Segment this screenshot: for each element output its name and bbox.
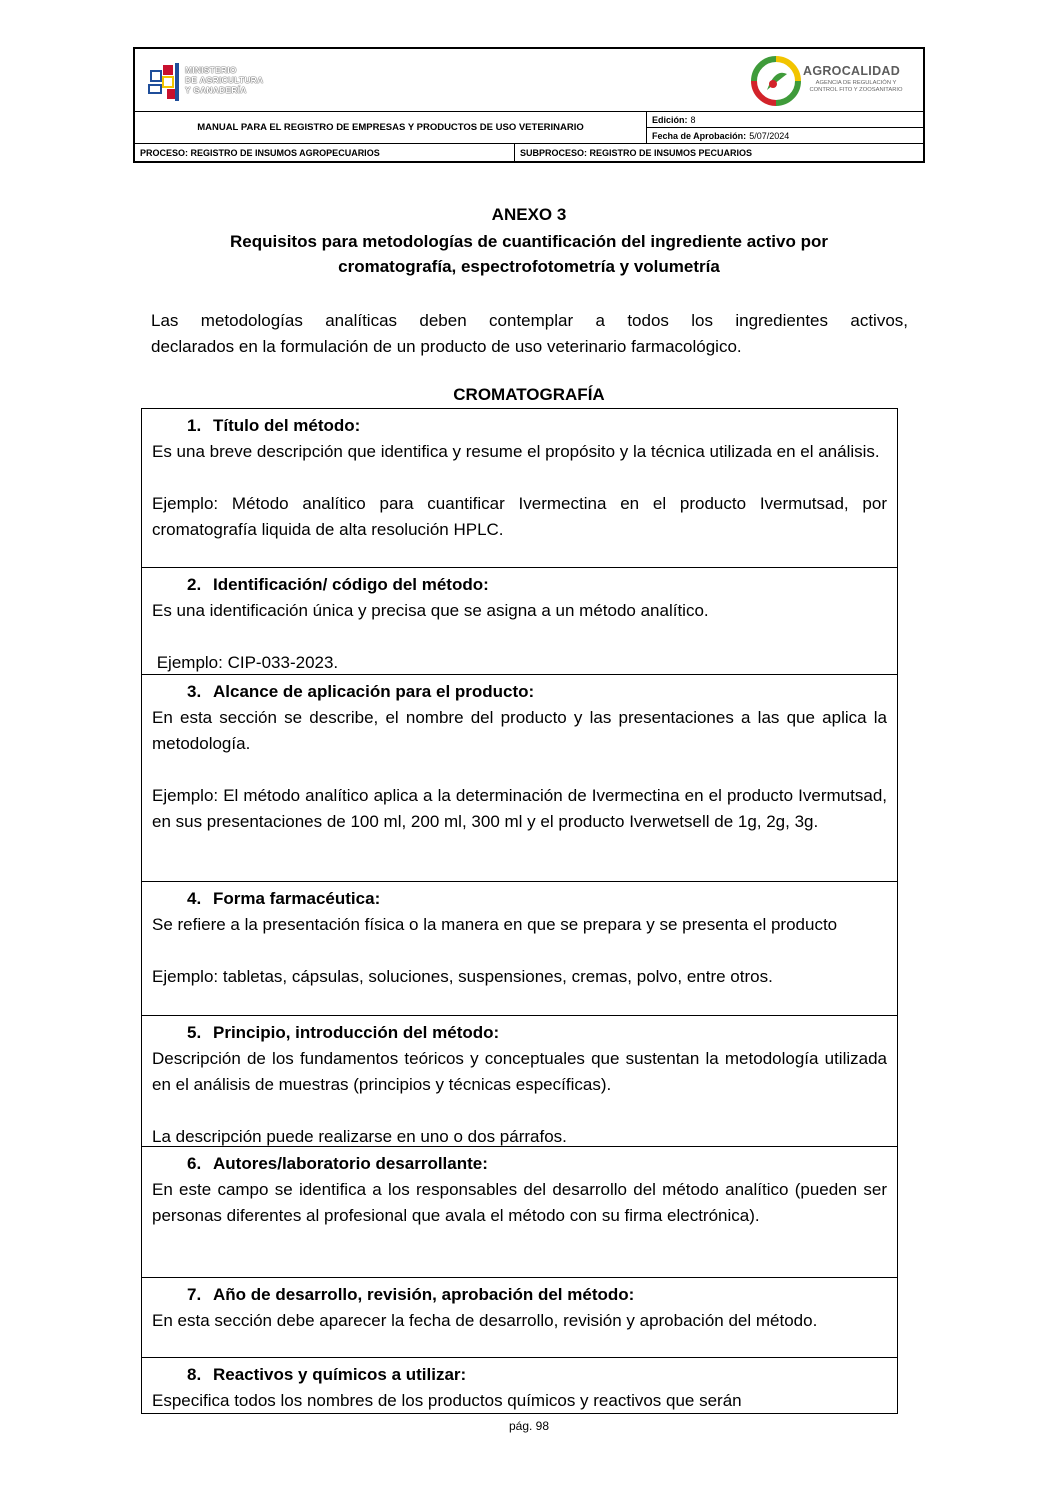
item-description: En esta sección se describe, el nombre del producto y las presentaciones a las que aplica la metodología. (152, 708, 887, 753)
edition-value: 8 (690, 114, 696, 125)
item-title: Principio, introducción del método: (213, 1023, 500, 1042)
section-title: CROMATOGRAFÍA (453, 385, 605, 404)
table-row (142, 1277, 897, 1357)
item-number: 5. (187, 1023, 202, 1042)
subprocess-label: SUBPROCESO: REGISTRO DE INSUMOS PECUARIOS (520, 147, 753, 158)
annex-subtitle-line2: cromatografía, espectrofotometría y volumetría (338, 257, 720, 276)
item-description: Es una identificación única y precisa que se asigna a un método analítico. (152, 601, 709, 620)
approval-cell (647, 127, 923, 143)
item-example: Ejemplo: Método analítico para cuantificar Ivermectina en el producto Ivermutsad, por cromatografía liquida de alta resolución HPLC. (152, 494, 887, 539)
document-header (133, 47, 925, 163)
item-description: Descripción de los fundamentos teóricos y conceptuales que sustentan la metodología utilizada en el análisis de muestras (principios y técnicas específicas). (152, 1049, 887, 1094)
ministry-logo-line: MINISTERIO (185, 65, 237, 75)
table-row (142, 881, 897, 1015)
manual-row (135, 112, 923, 144)
annex-subtitle-line1: Requisitos para metodologías de cuantificación del ingrediente activo por (230, 232, 828, 251)
approval-label: Fecha de Aprobación: (652, 130, 747, 141)
item-title: Autores/laboratorio desarrollante: (213, 1154, 488, 1173)
table-row (142, 1146, 897, 1277)
ministry-logo-line: DE AGRICULTURA (185, 75, 264, 85)
logo-row (135, 49, 923, 112)
annex-title: ANEXO 3 (491, 205, 567, 224)
item-description: En este campo se identifica a los responsables del desarrollo del método analítico (pueden ser personas diferentes al profesional que avala el método con su firma electrónica). (152, 1180, 887, 1225)
item-description: Especifica todos los nombres de los productos químicos y reactivos que serán (152, 1391, 742, 1410)
item-example: Ejemplo: tabletas, cápsulas, soluciones, suspensiones, cremas, polvo, entre otros. (152, 967, 773, 986)
item-number: 3. (187, 682, 202, 701)
item-description: Se refiere a la presentación física o la manera en que se prepara y se presenta el producto (152, 915, 838, 934)
item-number: 6. (187, 1154, 202, 1173)
item-example: La descripción puede realizarse en uno o dos párrafos. (152, 1127, 567, 1146)
page-number: pág. 98 (508, 1419, 550, 1433)
process-label: PROCESO: REGISTRO DE INSUMOS AGROPECUARIOS (135, 144, 515, 161)
item-title: Alcance de aplicación para el producto: (213, 682, 535, 701)
ministry-logo (147, 61, 265, 103)
agrocalidad-subtitle-line: CONTROL FITO Y ZOOSANITARIO (809, 87, 903, 93)
item-example: Ejemplo: El método analítico aplica a la determinación de Ivermectina en el producto Ivermutsad, en sus presentaciones de 100 ml, 200 ml, 300 ml y el producto Iverwetsell de 1g, 2g, 3g. (152, 786, 887, 831)
item-title: Reactivos y químicos a utilizar: (213, 1365, 467, 1384)
agrocalidad-subtitle-line: AGENCIA DE REGULACIÓN Y (815, 80, 897, 86)
requirements-table (141, 408, 898, 1414)
item-description: En esta sección debe aparecer la fecha de desarrollo, revisión y aprobación del método. (152, 1311, 818, 1330)
item-title: Título del método: (213, 416, 361, 435)
agrocalidad-title: AGROCALIDAD (803, 64, 901, 78)
manual-title: MANUAL PARA EL REGISTRO DE EMPRESAS Y PRODUCTOS DE USO VETERINARIO (135, 112, 647, 143)
intro-paragraph (151, 308, 908, 360)
table-row (142, 674, 897, 881)
table-row (142, 1357, 897, 1413)
item-number: 7. (187, 1285, 202, 1304)
item-example: Ejemplo: CIP-033-2023. (152, 653, 339, 672)
item-number: 1. (187, 416, 202, 435)
item-number: 2. (187, 575, 202, 594)
item-number: 8. (187, 1365, 202, 1384)
edition-cell (647, 112, 923, 127)
table-row (142, 1015, 897, 1146)
intro-line: Las metodologías analíticas deben contemplar a todos los ingredientes activos, (151, 311, 908, 330)
item-number: 4. (187, 889, 202, 908)
edition-label: Edición: (652, 114, 688, 125)
intro-line: declarados en la formulación de un producto de uso veterinario farmacológico. (151, 337, 742, 356)
ministry-logo-line: Y GANADERÍA (185, 85, 247, 95)
process-row (135, 144, 923, 161)
approval-value: 5/07/2024 (749, 130, 790, 141)
table-row (142, 409, 897, 567)
item-description: Es una breve descripción que identifica y resume el propósito y la técnica utilizada en el análisis. (152, 442, 880, 461)
item-title: Año de desarrollo, revisión, aprobación del método: (213, 1285, 635, 1304)
agrocalidad-logo (749, 54, 911, 108)
table-row (142, 567, 897, 674)
item-title: Forma farmacéutica: (213, 889, 381, 908)
item-title: Identificación/ código del método: (213, 575, 489, 594)
